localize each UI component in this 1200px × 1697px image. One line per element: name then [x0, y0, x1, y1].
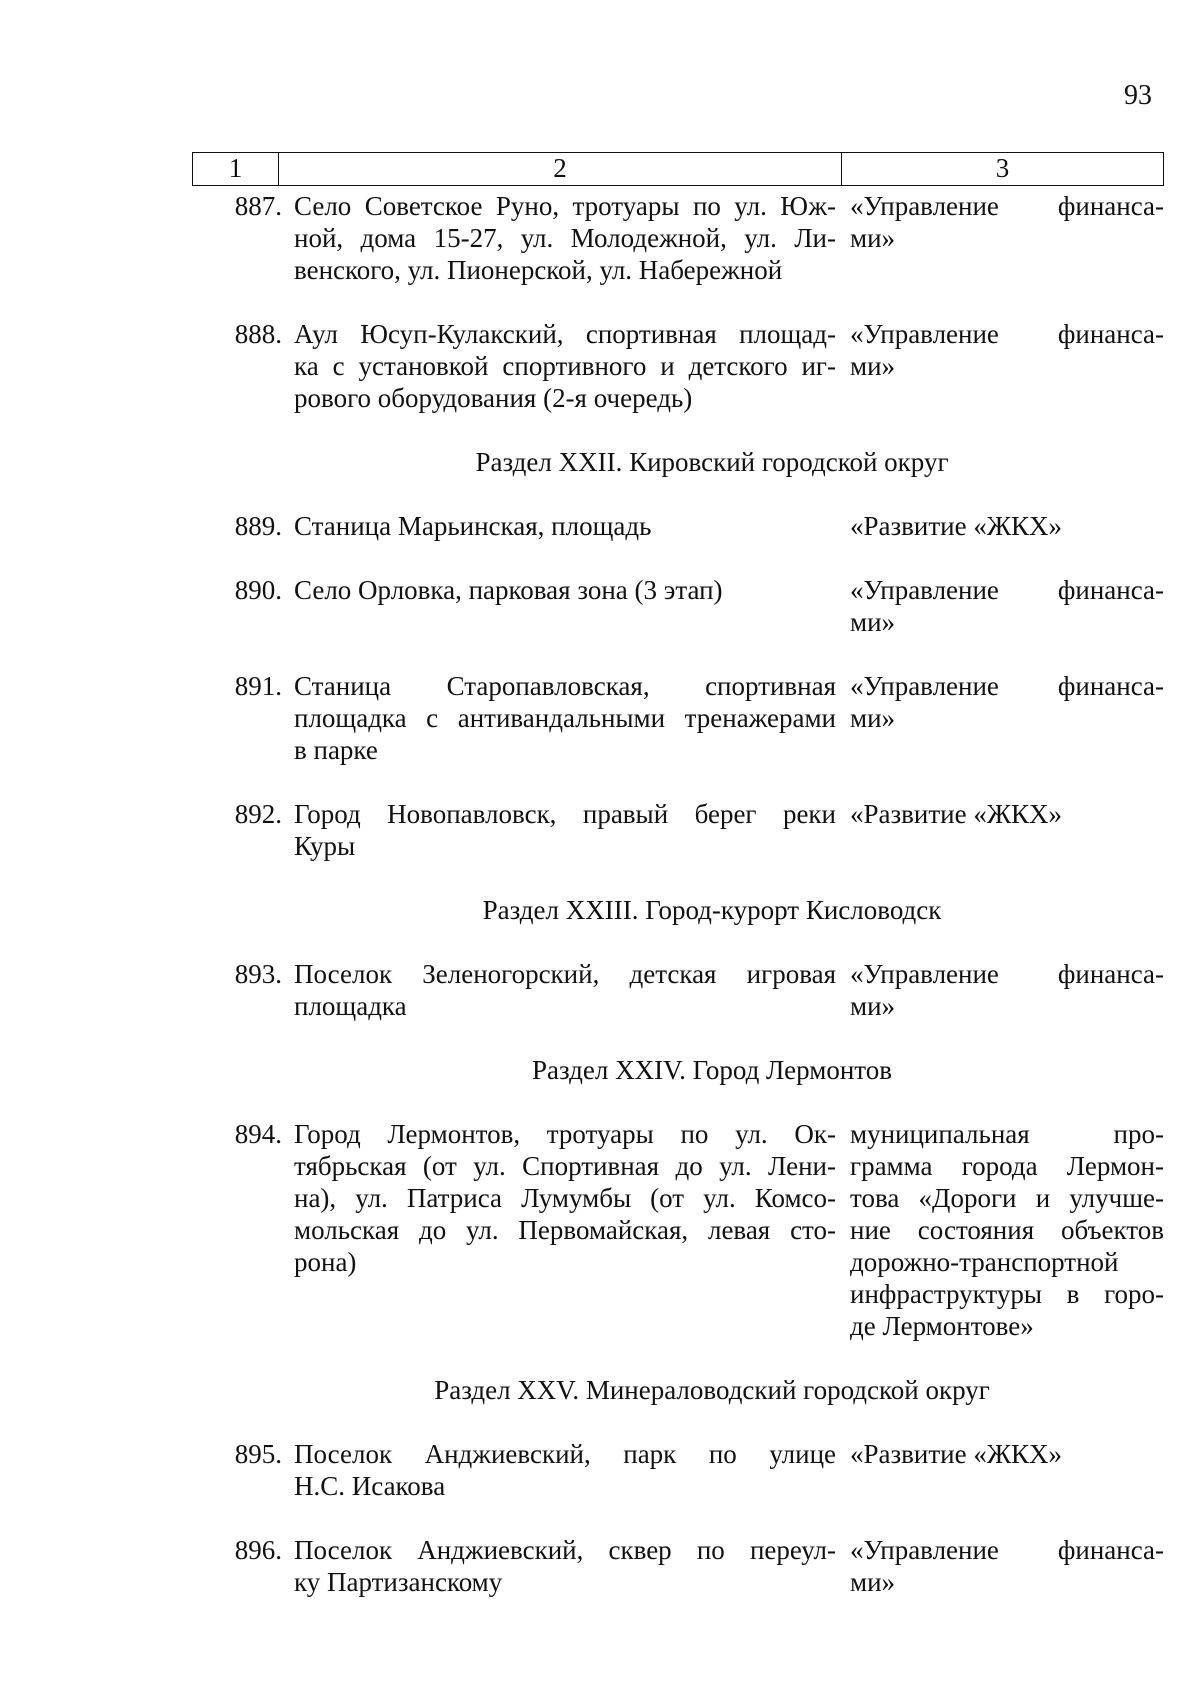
row-program — [850, 1118, 1164, 1342]
desc-line: мольская до ул. Первомайская, левая сто- — [294, 1215, 836, 1245]
prog-line: «Управление финанса- — [850, 191, 1164, 221]
desc-line: Город Новопавловск, правый берег реки — [294, 799, 836, 829]
desc-line: Станица Марьинская, площадь — [294, 511, 652, 541]
row-number: 887. — [234, 191, 282, 221]
desc-line: площадка — [294, 991, 407, 1021]
row-number: 893. — [234, 959, 282, 989]
row-description — [294, 190, 836, 286]
row-number: 895. — [234, 1439, 282, 1469]
table-row — [200, 958, 1164, 1022]
row-number: 891. — [234, 671, 282, 701]
table-row — [200, 670, 1164, 766]
desc-line: Поселок Анджиевский, сквер по переул- — [294, 1535, 836, 1565]
desc-line: Н.С. Исакова — [294, 1471, 446, 1501]
table-body — [200, 190, 1164, 1630]
desc-line: ной, дома 15-27, ул. Молодежной, ул. Ли- — [294, 223, 836, 253]
row-program — [850, 190, 1164, 286]
row-program — [850, 958, 1164, 1022]
desc-line: Поселок Зеленогорский, детская игровая — [294, 959, 836, 989]
desc-line: Город Лермонтов, тротуары по ул. Ок- — [294, 1119, 836, 1149]
table-row — [200, 1438, 1164, 1502]
row-program — [850, 1438, 1164, 1502]
row-program — [850, 574, 1164, 638]
section-title: Раздел XXII. Кировский городской округ — [475, 447, 949, 477]
row-program — [850, 318, 1164, 414]
prog-line: инфраструктуры в горо- — [850, 1279, 1164, 1309]
row-program — [850, 510, 1164, 542]
desc-line: площадка с антивандальными тренажерами — [294, 703, 836, 733]
desc-line: Станица Старопавловская, спортивная — [294, 671, 836, 701]
header-col-2: 2 — [279, 153, 842, 185]
prog-line: ми» — [850, 991, 896, 1021]
desc-line: Аул Юсуп-Кулакский, спортивная площад- — [294, 319, 836, 349]
row-number: 890. — [234, 575, 282, 605]
desc-line: рового оборудования (2-я очередь) — [294, 383, 693, 413]
table-header — [192, 152, 1164, 186]
prog-line: муниципальная про- — [850, 1119, 1164, 1149]
desc-line: ка с установкой спортивного и детского иг- — [294, 351, 836, 381]
row-number: 892. — [234, 799, 282, 829]
prog-line: «Развитие «ЖКХ» — [850, 1439, 1063, 1469]
prog-line: «Управление финанса- — [850, 319, 1164, 349]
header-col-3: 3 — [995, 153, 1010, 183]
table-row — [200, 798, 1164, 862]
prog-line: «Развитие «ЖКХ» — [850, 511, 1063, 541]
prog-line: грамма города Лермон- — [850, 1151, 1164, 1181]
header-col-1: 1 — [193, 153, 279, 185]
prog-line: «Управление финанса- — [850, 671, 1164, 701]
row-number: 894. — [234, 1119, 282, 1149]
prog-line: това «Дороги и улучше- — [850, 1183, 1164, 1213]
row-description — [294, 318, 836, 414]
section-title: Раздел XXV. Минераловодский городской округ — [434, 1375, 990, 1405]
row-description — [294, 574, 836, 638]
desc-line: тябрьская (от ул. Спортивная до ул. Лени- — [294, 1151, 836, 1181]
row-program — [850, 1534, 1164, 1598]
row-description — [294, 1534, 836, 1598]
prog-line: ми» — [850, 607, 896, 637]
section-title: Раздел XXIII. Город-курорт Кисловодск — [482, 895, 942, 925]
row-description — [294, 510, 836, 542]
row-number: 896. — [234, 1535, 282, 1565]
prog-line: ми» — [850, 1567, 896, 1597]
prog-line: ми» — [850, 703, 896, 733]
prog-line: дорожно-транспортной — [850, 1247, 1119, 1277]
prog-line: ми» — [850, 223, 896, 253]
row-description — [294, 1438, 836, 1502]
prog-line: ние состояния объектов — [850, 1215, 1164, 1245]
row-description — [294, 958, 836, 1022]
prog-line: «Управление финанса- — [850, 575, 1164, 605]
row-number: 889. — [234, 511, 282, 541]
table-row — [200, 190, 1164, 286]
table-row — [200, 574, 1164, 638]
desc-line: Поселок Анджиевский, парк по улице — [294, 1439, 836, 1469]
prog-line: «Развитие «ЖКХ» — [850, 799, 1063, 829]
desc-line: Куры — [294, 831, 356, 861]
prog-line: «Управление финанса- — [850, 959, 1164, 989]
row-number: 888. — [234, 319, 282, 349]
row-description — [294, 670, 836, 766]
prog-line: ми» — [850, 351, 896, 381]
prog-line: де Лермонтове» — [850, 1311, 1034, 1341]
row-description — [294, 798, 836, 862]
prog-line: «Управление финанса- — [850, 1535, 1164, 1565]
row-description — [294, 1118, 836, 1342]
table-row — [200, 318, 1164, 414]
table-row — [200, 1118, 1164, 1342]
desc-line: рона) — [294, 1247, 357, 1277]
desc-line: ку Партизанскому — [294, 1567, 503, 1597]
row-program — [850, 798, 1164, 862]
desc-line: Село Орловка, парковая зона (3 этап) — [294, 575, 723, 605]
desc-line: Село Советское Руно, тротуары по ул. Юж- — [294, 191, 836, 221]
row-program — [850, 670, 1164, 766]
table-row — [200, 510, 1164, 542]
desc-line: в парке — [294, 735, 378, 765]
desc-line: венского, ул. Пионерской, ул. Набережной — [294, 255, 783, 285]
page-number: 93 — [1124, 80, 1152, 111]
desc-line: на), ул. Патриса Лумумбы (от ул. Комсо- — [294, 1183, 836, 1213]
table-row — [200, 1534, 1164, 1598]
section-title: Раздел XXIV. Город Лермонтов — [531, 1055, 892, 1085]
